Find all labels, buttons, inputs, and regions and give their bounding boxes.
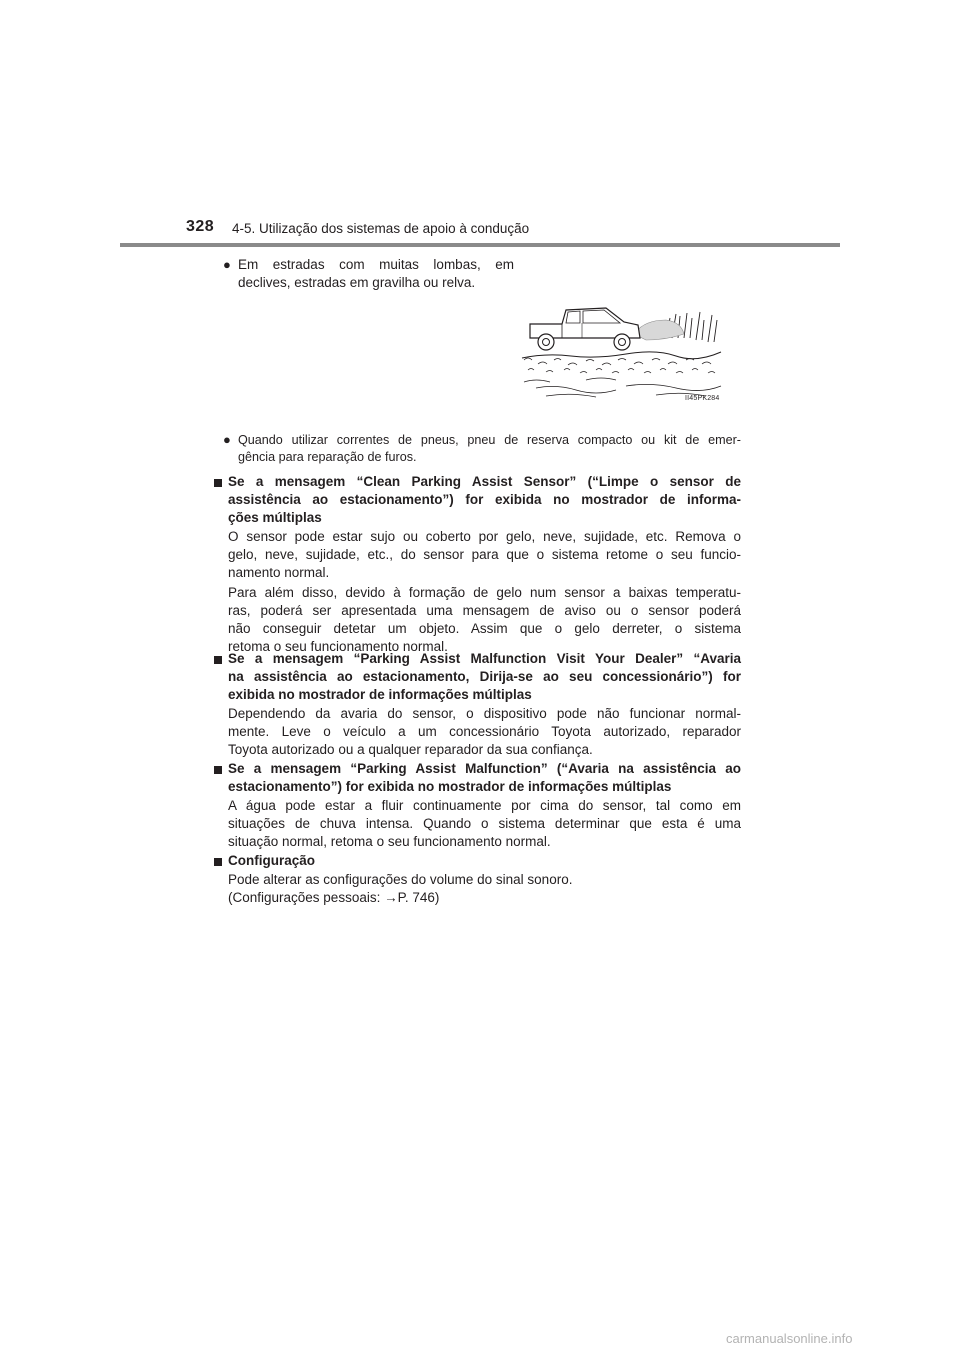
section-2-heading-line-2: na assistência ao estacionamento, Dirija-se ao seu concessionário”) for bbox=[228, 669, 741, 684]
section-2-paragraph-1 bbox=[228, 705, 741, 759]
section-3-heading bbox=[228, 760, 741, 796]
text-line: Toyota autorizado ou a qualquer reparador da sua confiança. bbox=[228, 742, 593, 757]
section-3-heading-line-1: Se a mensagem “Parking Assist Malfunction” (“Avaria na assistência ao bbox=[228, 761, 741, 776]
page-number: 328 bbox=[186, 218, 215, 235]
text-line: retoma o seu funcionamento normal. bbox=[228, 639, 448, 654]
text-line: O sensor pode estar sujo ou coberto por gelo, neve, sujidade, etc. Remova o bbox=[228, 529, 741, 544]
section-title: 4-5. Utilização dos sistemas de apoio à condução bbox=[232, 221, 530, 236]
bullet-2-text bbox=[238, 432, 741, 466]
section-1-heading-line-2: assistência ao estacionamento”) for exibida no mostrador de informa- bbox=[228, 492, 741, 507]
bullet-dot-icon: ● bbox=[223, 257, 231, 272]
text-line: Para além disso, devido à formação de gelo num sensor a baixas temperatu- bbox=[228, 585, 741, 600]
watermark: carmanualsonline.info bbox=[726, 1331, 853, 1346]
section-1-heading-line-3: ções múltiplas bbox=[228, 510, 322, 525]
section-4-heading-line-1: Configuração bbox=[228, 853, 316, 868]
text-line: A água pode estar a fluir continuamente por cima do sensor, tal como em bbox=[228, 798, 741, 813]
square-bullet-icon bbox=[214, 479, 222, 487]
text-line: Pode alterar as configurações do volume do sinal sonoro. bbox=[228, 872, 573, 887]
section-3-paragraph-1 bbox=[228, 797, 741, 851]
bullet-1-line-2: declives, estradas em gravilha ou relva. bbox=[238, 275, 476, 290]
bullet-1-text bbox=[238, 256, 514, 292]
square-bullet-icon bbox=[214, 858, 222, 866]
pickup-truck-on-rough-road-illustration bbox=[516, 298, 726, 406]
bullet-1-line-1: Em estradas com muitas lombas, em bbox=[238, 257, 514, 272]
section-4-heading bbox=[228, 852, 741, 870]
text-line: gelo, neve, sujidade, etc., do sensor para que o sistema retome o seu funcio- bbox=[228, 547, 741, 562]
square-bullet-icon bbox=[214, 766, 222, 774]
section-2-heading bbox=[228, 650, 741, 704]
bullet-2-line-1: Quando utilizar correntes de pneus, pneu de reserva compacto ou kit de emer- bbox=[238, 433, 741, 447]
text-line: mente. Leve o veículo a um concessionário Toyota autorizado, reparador bbox=[228, 724, 741, 739]
text-line: não conseguir detetar um objeto. Assim que o gelo derreter, o sistema bbox=[228, 621, 741, 636]
text-line: situações de chuva intensa. Quando o sistema determinar que esta é uma bbox=[228, 816, 741, 831]
section-3-heading-line-2: estacionamento”) for exibida no mostrador de informações múltiplas bbox=[228, 779, 672, 794]
section-2-heading-line-1: Se a mensagem “Parking Assist Malfunction Visit Your Dealer” “Avaria bbox=[228, 651, 741, 666]
section-1-heading bbox=[228, 473, 741, 527]
bullet-2-line-2: gência para reparação de furos. bbox=[238, 450, 417, 464]
square-bullet-icon bbox=[214, 656, 222, 664]
section-1-paragraph-2 bbox=[228, 584, 741, 656]
header-divider bbox=[120, 243, 840, 247]
section-4-paragraph-1 bbox=[228, 871, 741, 907]
text-line: situação normal, retoma o seu funcionamento normal. bbox=[228, 834, 551, 849]
text-line: Dependendo da avaria do sensor, o dispositivo pode não funcionar normal- bbox=[228, 706, 741, 721]
text-line: (Configurações pessoais: →P. 746) bbox=[228, 890, 440, 905]
section-1-heading-line-1: Se a mensagem “Clean Parking Assist Sensor” (“Limpe o sensor de bbox=[228, 474, 741, 489]
text-line: namento normal. bbox=[228, 565, 330, 580]
figure-code: II45PK284 bbox=[685, 395, 720, 402]
section-2-heading-line-3: exibida no mostrador de informações múltiplas bbox=[228, 687, 532, 702]
section-1-paragraph-1 bbox=[228, 528, 741, 582]
text-line: ras, poderá ser apresentada uma mensagem de aviso ou o sensor poderá bbox=[228, 603, 741, 618]
bullet-dot-icon: ● bbox=[223, 432, 231, 447]
